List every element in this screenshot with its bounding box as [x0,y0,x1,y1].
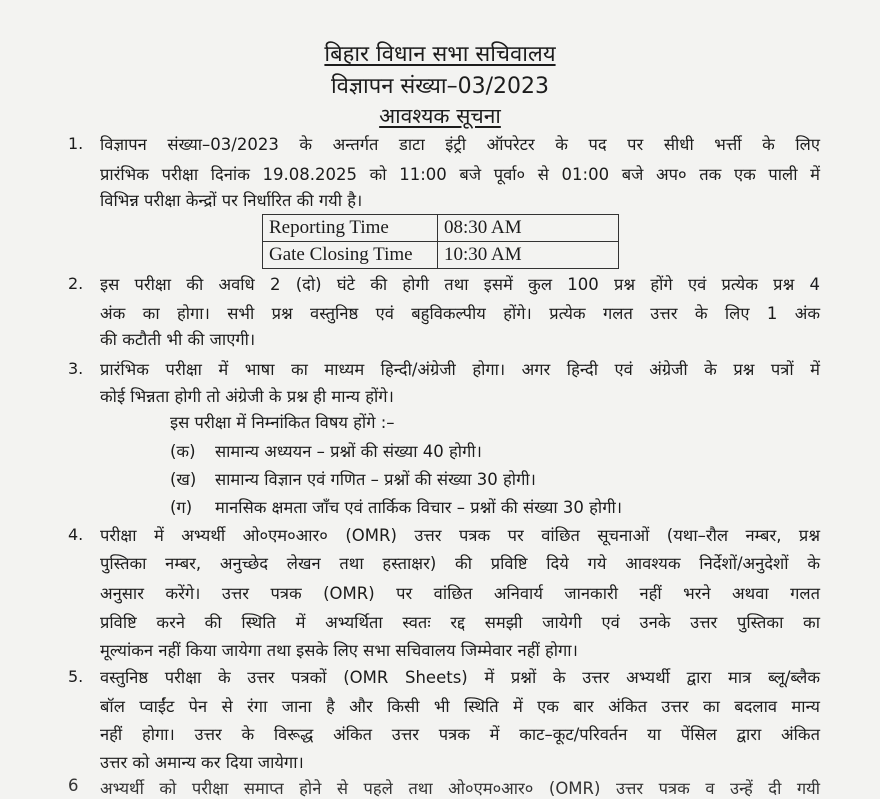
para3-line: प्रारंभिक परीक्षा में भाषा का माध्यम हिन्दी/अंग्रेजी होगा। अगर हिन्दी एवं अंग्रेजी के प्रश्न पत्रों में [100,360,820,379]
subject-item: सामान्य अध्ययन – प्रश्नों की संख्या 40 होगी। [215,442,482,461]
para2-line: की कटौती भी की जाएगी। [100,330,256,349]
para5-line: वस्तुनिष्ठ परीक्षा के उत्तर पत्रकों (OMR Sheets) में प्रश्नों के उत्तर अभ्यर्थी द्वारा मात्र ब्लू/ब्लैक [100,668,820,687]
timing-label: Reporting Time [263,215,438,242]
timing-table [262,214,619,269]
timing-value: 10:30 AM [438,242,619,269]
timing-label: Gate Closing Time [263,242,438,269]
para-number-3: 3. [68,359,84,378]
para4-line: परीक्षा में अभ्यर्थी ओ०एम०आर० (OMR) उत्तर पत्रक पर वांछित सूचनाओं (यथा–रौल नम्बर, प्रश्न [100,526,820,545]
timing-row [263,215,619,242]
subject-marker: (क) [170,442,196,461]
para2-line: अंक का होगा। सभी प्रश्न वस्तुनिष्ठ एवं बहुविकल्पीय होंगे। प्रत्येक गलत उत्तर के लिए 1 अंक [100,304,820,323]
para-number-5: 5. [68,667,84,686]
para4-line: अनुसार करेंगे। उत्तर पत्रक (OMR) पर वांछित अनिवार्य जानकारी नहीं भरने अथवा गलत [100,584,820,603]
para-number-2: 2. [68,274,84,293]
para-number-4: 4. [68,525,84,544]
para1-line: विज्ञापन संख्या–03/2023 के अन्तर्गत डाटा इंट्री ऑपरेटर के पद पर सीधी भर्त्ती के लिए [100,135,820,154]
para4-line: मूल्यांकन नहीं किया जायेगा तथा इसके लिए सभा सचिवालय जिम्मेवार नहीं होगा। [100,641,578,660]
para1-line: विभिन्न परीक्षा केन्द्रों पर निर्धारित की गयी है। [100,191,363,210]
office-heading: बिहार विधान सभा सचिवालय [324,42,556,67]
advertisement-number: विज्ञापन संख्या–03/2023 [330,74,550,99]
para6-partial-line: अभ्यर्थी को परीक्षा समाप्त होने से पहले तथा ओ०एम०आर० (OMR) उत्तर पत्रक व उन्हें दी गयी [100,779,820,798]
para4-line: पुस्तिका नम्बर, अनुच्छेद लेखन तथा हस्ताक्षर) की प्रविष्टि दिये गये आवश्यक निर्देशों/अनुदेशों के [100,554,820,573]
timing-value: 08:30 AM [438,215,619,242]
notice-title: आवश्यक सूचना [379,104,501,128]
para5-line: उत्तर को अमान्य कर दिया जायेगा। [100,753,304,772]
subjects-intro: इस परीक्षा में निम्नांकित विषय होंगे :– [170,413,395,432]
para3-line: कोई भिन्नता होगी तो अंग्रेजी के प्रश्न ही मान्य होंगे। [100,387,394,406]
para2-line: इस परीक्षा की अवधि 2 (दो) घंटे की होगी तथा इसमें कुल 100 प्रश्न होंगे एवं प्रत्येक प्रश्न 4 [100,275,820,294]
subject-marker: (ख) [170,470,197,489]
para-number-6: 6 [68,776,79,795]
para5-line: बॉल प्वाईंट पेन से रंगा जाना है और किसी भी स्थिति में एक बार अंकित उत्तर का बदलाव मान्य [100,697,820,716]
para5-line: नहीं होगा। उत्तर के विरूद्ध अंकित उत्तर पत्रक में काट–कूट/परिवर्तन या पेंसिल द्वारा अंकित [100,725,820,744]
subject-item: मानसिक क्षमता जाँच एवं तार्किक विचार – प्रश्नों की संख्या 30 होगी। [215,498,623,517]
para1-line: प्रारंभिक परीक्षा दिनांक 19.08.2025 को 11:00 बजे पूर्वा० से 01:00 बजे अप० तक एक पाली में [100,165,820,184]
para-number-1: 1. [68,134,84,153]
para4-line: प्रविष्टि करने की स्थिति में अभ्यर्थिता स्वतः रद्द समझी जायेगी एवं उनके उत्तर पुस्तिका का [100,613,820,632]
subject-item: सामान्य विज्ञान एवं गणित – प्रश्नों की संख्या 30 होगी। [215,470,536,489]
subject-marker: (ग) [170,498,193,517]
timing-row [263,242,619,269]
